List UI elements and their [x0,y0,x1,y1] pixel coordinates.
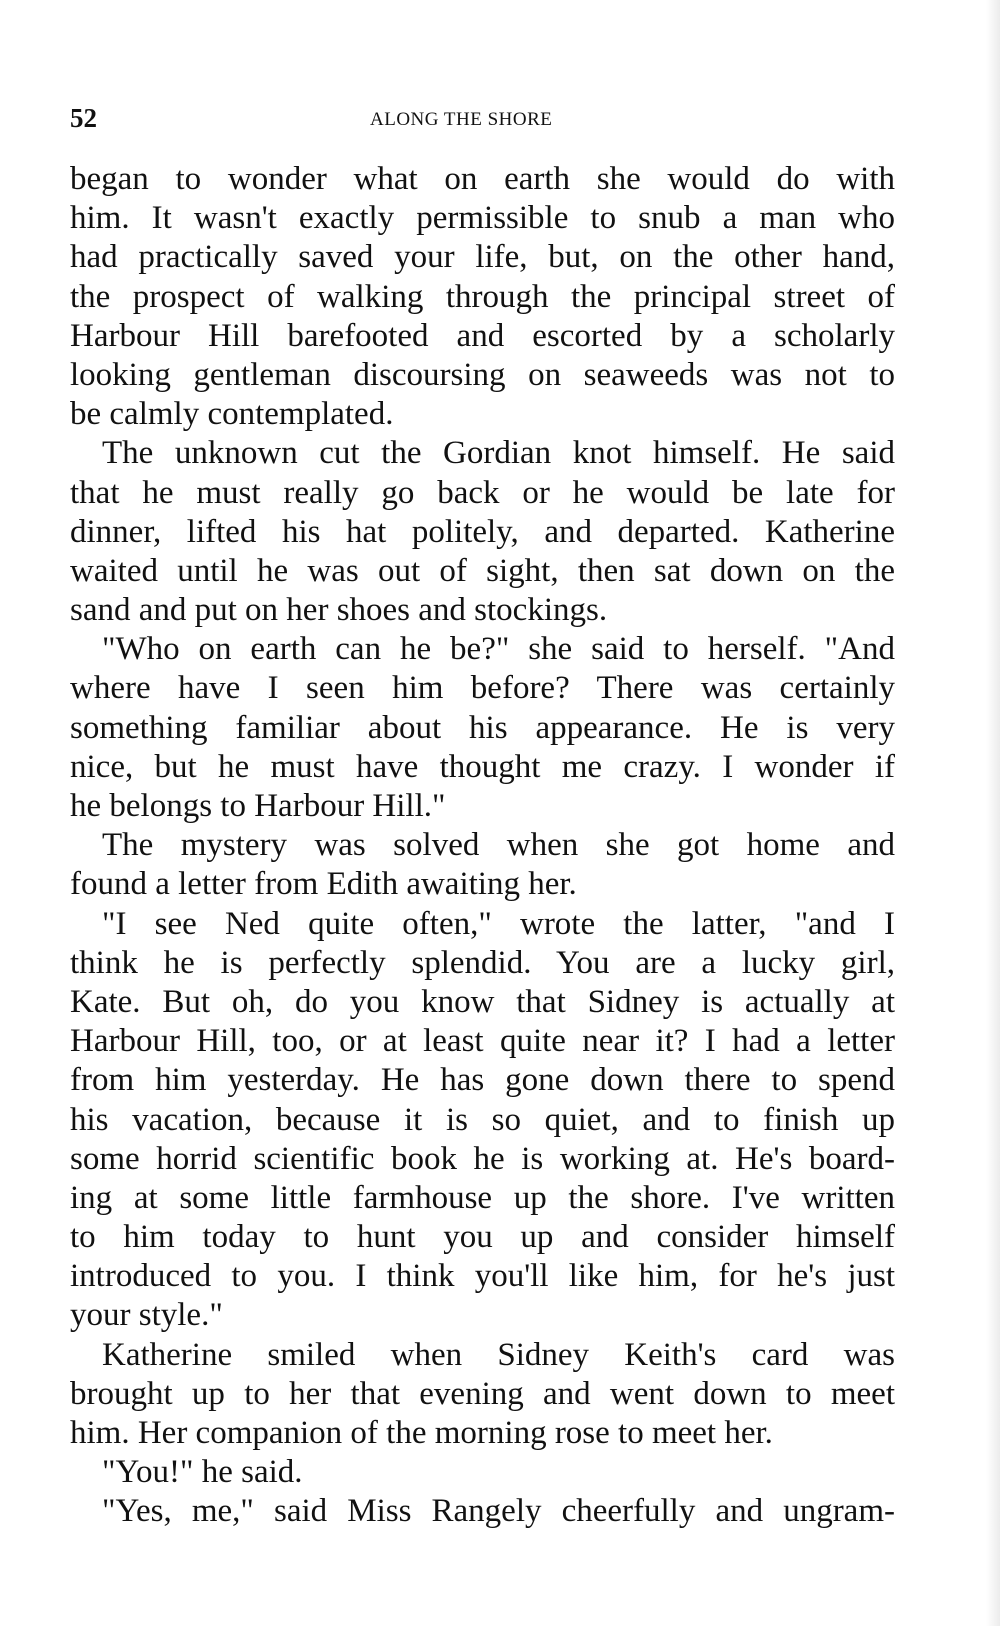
text-line: think he is perfectly splendid. You are a lucky girl, [70,944,895,981]
text-line: nice, but he must have thought me crazy. I wonder if [70,748,895,785]
text-line: the prospect of walking through the principal street of [70,278,895,315]
text-line: Harbour Hill barefooted and escorted by a scholarly [70,317,895,354]
text-line: him. It wasn't exactly permissible to snub a man who [70,200,895,237]
text-line: looking gentleman discoursing on seaweeds was not to [70,356,895,393]
text-line: Kate. But oh, do you know that Sidney is actually at [70,983,895,1020]
text-line: ing at some little farmhouse up the shore. I've written [70,1179,895,1216]
text-line: your style." [70,1297,223,1334]
text-line: began to wonder what on earth she would do with [70,161,895,197]
book-title: ALONG THE SHORE [370,109,553,130]
text-line: found a letter from Edith awaiting her. [70,866,577,903]
page-number: 52 [70,103,97,133]
text-line: The unknown cut the Gordian knot himself. He said [102,435,895,472]
text-line: "Yes, me," said Miss Rangely cheerfully and ungram- [102,1493,895,1530]
text-line: had practically saved your life, but, on the other hand, [70,239,895,276]
text-line: from him yesterday. He has gone down there to spend [70,1062,895,1099]
text-line: he belongs to Harbour Hill." [70,788,446,824]
text-line: The mystery was solved when she got home and [102,827,895,864]
scan-edge-shadow [986,0,1000,1626]
text-line: some horrid scientific book he is working at. He's board- [70,1140,895,1177]
text-line: sand and put on her shoes and stockings. [70,592,608,629]
body-text [70,160,895,1532]
text-line: where have I seen him before? There was certainly [70,670,895,707]
text-line: "I see Ned quite often," wrote the latter, "and I [102,905,895,942]
text-line: introduced to you. I think you'll like him, for he's just [70,1258,895,1295]
text-line: Katherine smiled when Sidney Keith's card was [102,1336,895,1373]
text-line: something familiar about his appearance. He is very [70,709,895,746]
text-line: "You!" he said. [102,1454,303,1491]
text-line: brought up to her that evening and went down to meet [70,1375,895,1412]
text-line: him. Her companion of the morning rose to meet her. [70,1415,773,1451]
text-line: "Who on earth can he be?" she said to herself. "And [102,631,895,668]
text-line: that he must really go back or he would be late for [70,474,895,511]
text-line: waited until he was out of sight, then sat down on the [70,552,895,589]
text-line: to him today to hunt you up and consider himself [70,1219,895,1256]
text-line: dinner, lifted his hat politely, and departed. Katherine [70,513,895,550]
text-line: Harbour Hill, too, or at least quite near it? I had a letter [70,1023,895,1060]
running-header [70,103,895,143]
text-line: his vacation, because it is so quiet, and to finish up [70,1101,895,1138]
text-line: be calmly contemplated. [70,396,394,433]
